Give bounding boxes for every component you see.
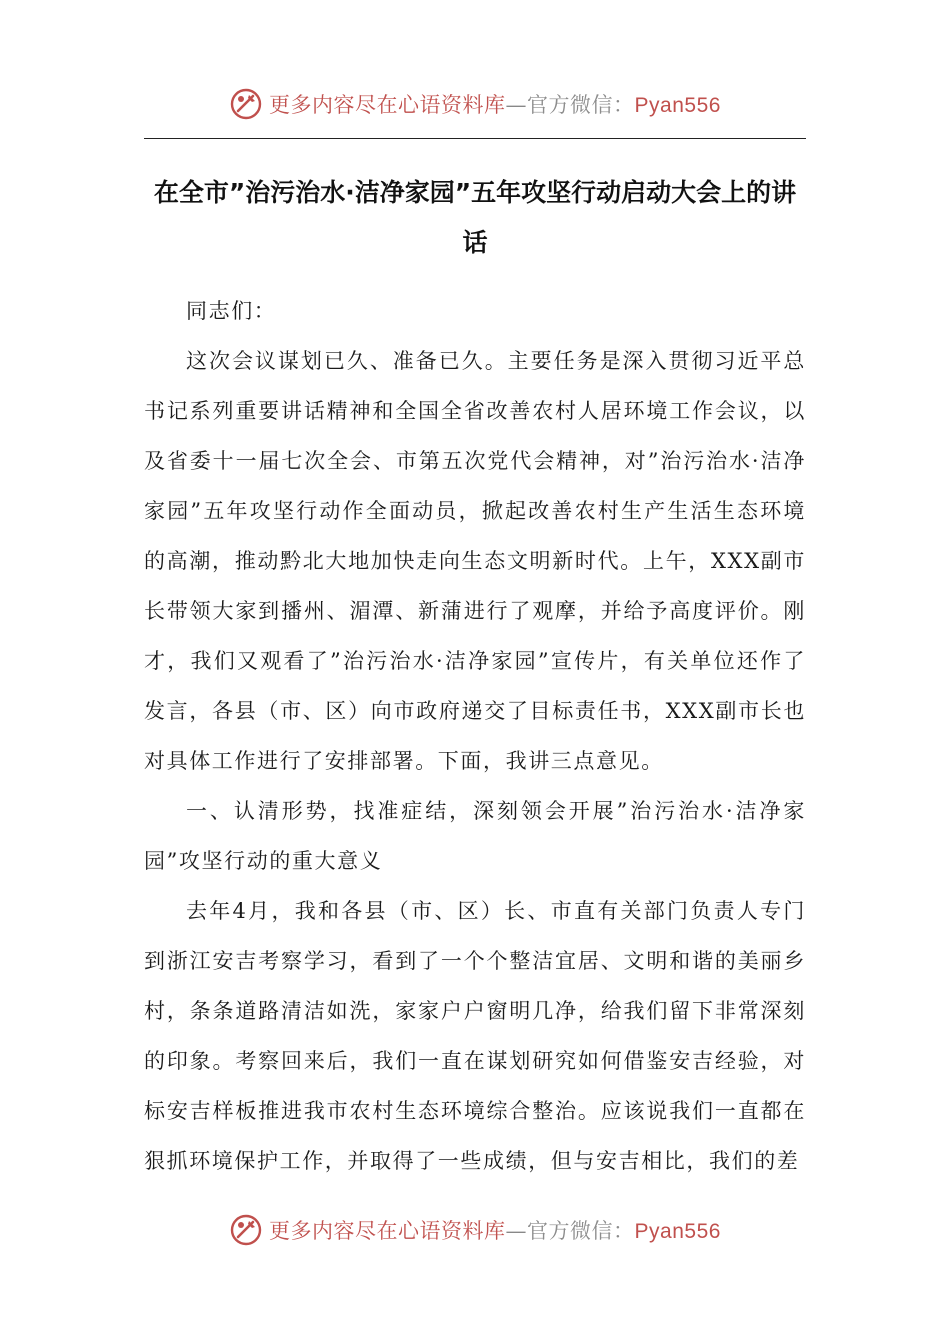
document-body: [144, 286, 806, 1186]
salutation: 同志们：: [186, 299, 277, 323]
footer-banner: [0, 1210, 950, 1250]
document-title: 在全市”治污治水·洁净家园”五年攻坚行动启动大会上的讲话: [153, 178, 797, 257]
section-heading: 一、认清形势，找准症结，深刻领会开展”治污治水·洁净家园”攻坚行动的重大意义: [144, 799, 806, 873]
body-paragraph: 去年4月，我和各县（市、区）长、市直有关部门负责人专门到浙江安吉考察学习，看到了一个个整洁宜居、文明和谐的美丽乡村，条条道路清洁如洗，家家户户窗明几净，给我们留下非常深刻的印象。考察回来后，我们一直在谋划研究如何借鉴安吉经验，对标安吉样板推进我市农村生态环境综合整治。应该说我们一直都在狠抓环境保护工作，并取得了一些成绩，但与安吉相比，我们的差: [144, 899, 806, 1173]
header-rule: [144, 138, 806, 139]
wechat-id: Pyan556: [634, 1220, 721, 1243]
footer-banner-text: 更多内容尽在心语资料库—官方微信：Pyan556: [269, 1219, 721, 1243]
header-banner: [0, 84, 950, 124]
header-banner-text: 更多内容尽在心语资料库—官方微信：Pyan556: [269, 93, 721, 117]
library-logo-icon: [229, 87, 263, 121]
wechat-id: Pyan556: [634, 94, 721, 117]
body-paragraph: 这次会议谋划已久、准备已久。主要任务是深入贯彻习近平总书记系列重要讲话精神和全国全省改善农村人居环境工作会议，以及省委十一届七次全会、市第五次党代会精神，对”治污治水·洁净家园”五年攻坚行动作全面动员，掀起改善农村生产生活生态环境的高潮，推动黔北大地加快走向生态文明新时代。上午，XXX副市长带领大家到播州、湄潭、新蒲进行了观摩，并给予高度评价。刚才，我们又观看了”治污治水·洁净家园”宣传片，有关单位还作了发言，各县（市、区）向市政府递交了目标责任书，XXX副市长也对具体工作进行了安排部署。下面，我讲三点意见。: [144, 349, 806, 773]
library-logo-icon: [229, 1213, 263, 1247]
